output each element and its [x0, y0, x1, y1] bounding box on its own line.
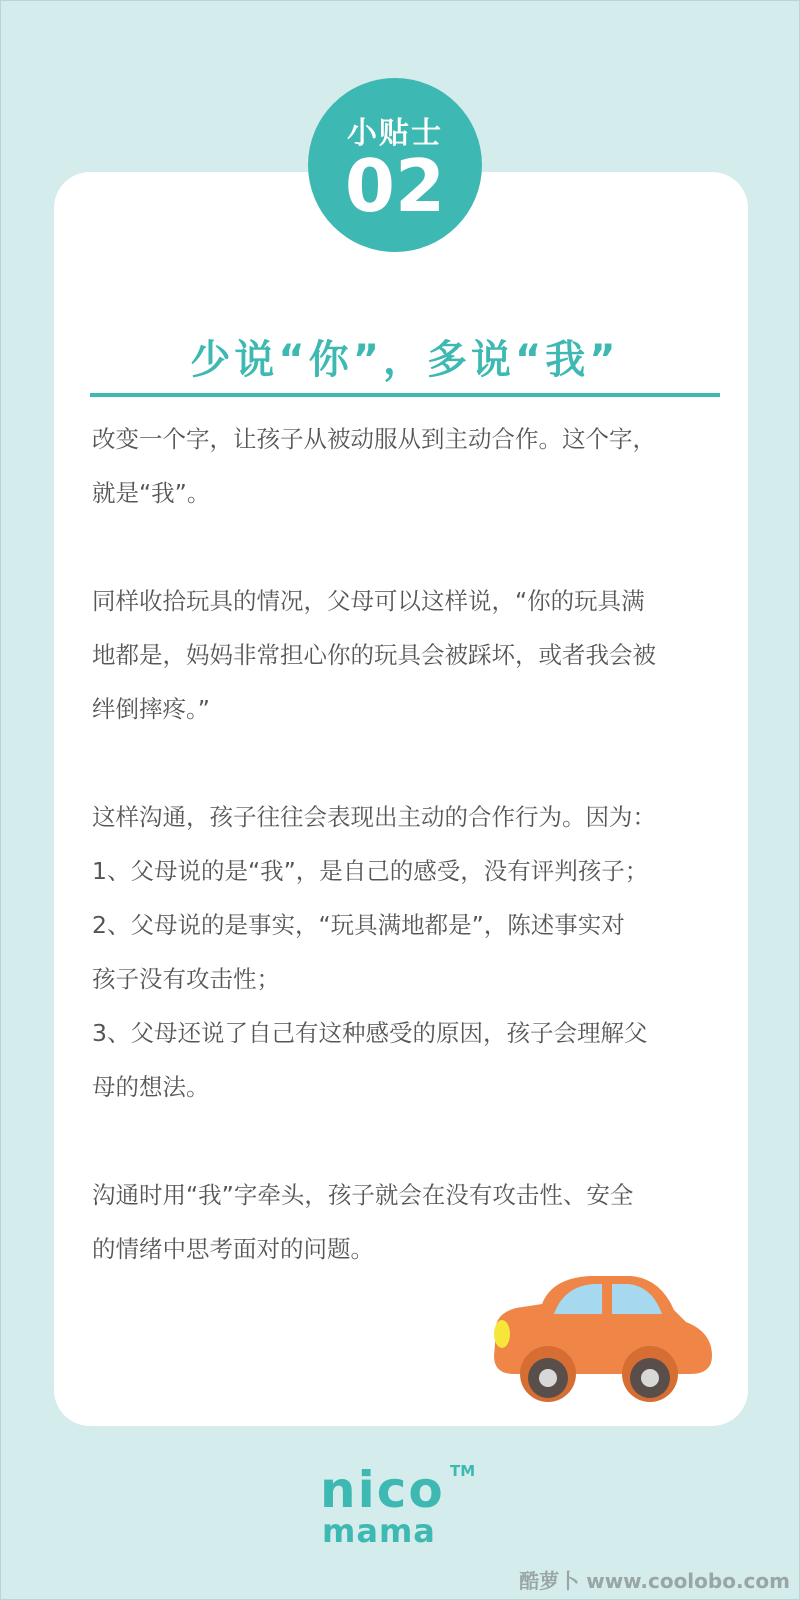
- logo-text-nico: nico: [320, 1461, 445, 1519]
- paragraph-line: 绊倒摔疼。”: [92, 695, 210, 723]
- badge-number: 02: [344, 144, 446, 228]
- tip-title: 少说“你”，多说“我”: [190, 337, 620, 383]
- nico-mama-logo: [310, 1462, 490, 1562]
- paragraph-line: 3、父母还说了自己有这种感受的原因，孩子会理解父: [92, 1019, 648, 1047]
- orange-car-icon: [490, 1270, 716, 1410]
- paragraph-line: 1、父母说的是“我”，是自己的感受，没有评判孩子；: [92, 857, 649, 885]
- paragraph-line: 2、父母说的是事实，“玩具满地都是”，陈述事实对: [92, 911, 625, 939]
- paragraph-line: 就是“我”。: [92, 479, 211, 507]
- paragraph-line: 沟通时用“我”字牵头，孩子就会在没有攻击性、安全: [92, 1181, 634, 1209]
- tip-body: [92, 412, 722, 1276]
- badge-label: 小贴士: [347, 116, 443, 151]
- title-divider: [90, 393, 720, 397]
- paragraph-line: 孩子没有攻击性；: [92, 965, 280, 993]
- watermark: 酷萝卜 www.coolobo.com: [519, 1569, 790, 1593]
- paragraph-line: 母的想法。: [92, 1073, 210, 1101]
- paragraph-line: 地都是，妈妈非常担心你的玩具会被踩坏，或者我会被: [92, 641, 656, 669]
- tip-badge: [308, 78, 482, 252]
- paragraph-line: 这样沟通，孩子往往会表现出主动的合作行为。因为：: [92, 803, 656, 831]
- paragraph-line: 的情绪中思考面对的问题。: [92, 1235, 374, 1263]
- logo-text-mama: mama: [322, 1512, 436, 1550]
- paragraph-line: 改变一个字，让孩子从被动服从到主动合作。这个字，: [92, 425, 656, 453]
- paragraph-line: 同样收拾玩具的情况，父母可以这样说，“你的玩具满: [92, 587, 645, 615]
- logo-trademark: TM: [450, 1462, 476, 1480]
